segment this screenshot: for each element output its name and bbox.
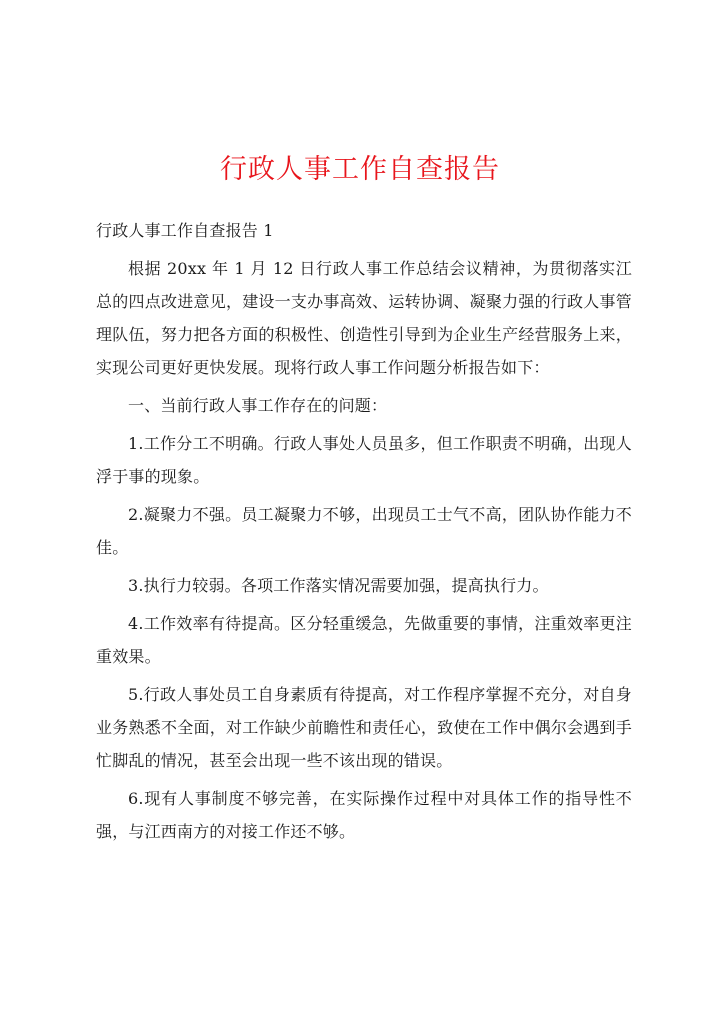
paragraph-item-4: 4.工作效率有待提高。区分轻重缓急，先做重要的事情，注重效率更注重效果。	[96, 614, 632, 666]
paragraph-item-1: 1.工作分工不明确。行政人事处人员虽多，但工作职责不明确，出现人浮于事的现象。	[96, 434, 632, 486]
document-body	[96, 214, 632, 853]
paragraph-item-2: 2.凝聚力不强。员工凝聚力不够，出现员工士气不高，团队协作能力不佳。	[96, 505, 632, 557]
paragraph-problems-heading: 一、当前行政人事工作存在的问题：	[128, 396, 388, 415]
paragraph-item-6: 6.现有人事制度不够完善，在实际操作过程中对具体工作的指导性不强，与江西南方的对接工作还不够。	[96, 789, 632, 841]
paragraph-item-3: 3.执行力较弱。各项工作落实情况需要加强，提高执行力。	[128, 576, 549, 595]
paragraph-item-5: 5.行政人事处员工自身素质有待提高，对工作程序掌握不充分，对自身业务熟悉不全面，对工作缺少前瞻性和责任心，致使在工作中偶尔会遇到手忙脚乱的情况，甚至会出现一些不该出现的错误。	[96, 685, 632, 770]
paragraph-intro: 根据 20xx 年 1 月 12 日行政人事工作总结会议精神，为贯彻落实江总的四点改进意见，建设一支办事高效、运转协调、凝聚力强的行政人事管理队伍，努力把各方面的积极性、创造性引导到为企业生产经营服务上来，实现公司更好更快发展。现将行政人事工作问题分析报告如下：	[96, 259, 632, 377]
document-title: 行政人事工作自查报告	[220, 154, 500, 185]
section-heading: 行政人事工作自查报告 1	[96, 221, 274, 240]
